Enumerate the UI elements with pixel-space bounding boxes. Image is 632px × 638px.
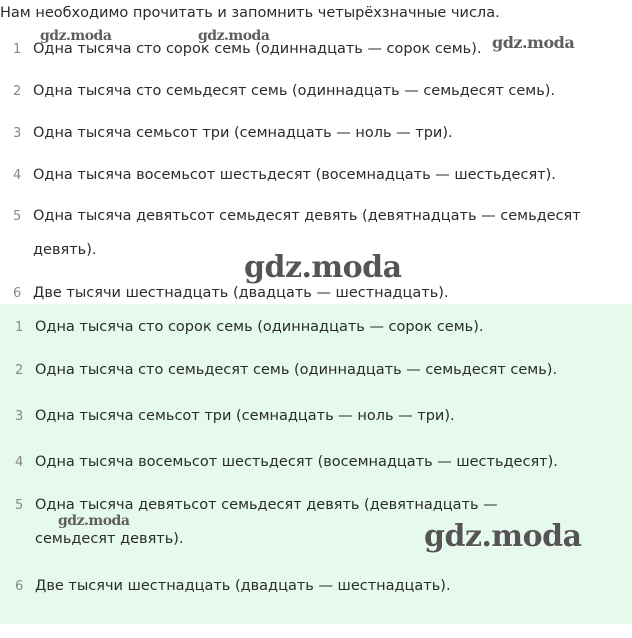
item-number: 3 (15, 409, 24, 424)
watermark: gdz.moda (424, 519, 582, 554)
item-number: 4 (13, 168, 22, 183)
item-text: Одна тысяча семьсот три (семнадцать — ноль — три). (35, 408, 455, 424)
item-number: 6 (13, 286, 22, 301)
intro-text: Нам необходимо прочитать и запомнить четырёхзначные числа. (0, 5, 500, 21)
answer-box (0, 304, 632, 624)
item-text: Одна тысяча восемьсот шестьдесят (восемнадцать — шестьдесят). (35, 454, 558, 470)
item-number: 2 (13, 84, 22, 99)
watermark: gdz.moda (40, 28, 112, 44)
item-number: 6 (15, 579, 24, 594)
item-text: Одна тысяча девятьсот семьдесят девять (девятнадцать — семьдесят девять). (35, 497, 498, 547)
item-text: Две тысячи шестнадцать (двадцать — шестнадцать). (33, 285, 449, 301)
item-text: Две тысячи шестнадцать (двадцать — шестнадцать). (35, 578, 451, 594)
item-number: 1 (13, 42, 22, 57)
item-number: 1 (15, 320, 24, 335)
watermark: gdz.moda (58, 513, 130, 529)
watermark: gdz.moda (492, 33, 575, 52)
item-text: Одна тысяча восемьсот шестьдесят (восемнадцать — шестьдесят). (33, 167, 556, 183)
item-text: Одна тысяча сто семьдесят семь (одиннадцать — семьдесят семь). (33, 83, 556, 99)
watermark: gdz.moda (198, 28, 270, 44)
item-text: Одна тысяча сто сорок семь (одиннадцать — сорок семь). (35, 319, 484, 335)
item-number: 2 (15, 363, 24, 378)
watermark: gdz.moda (244, 250, 402, 285)
item-text: Одна тысяча семьсот три (семнадцать — ноль — три). (33, 125, 453, 141)
item-text: Одна тысяча сто сорок семь (одиннадцать — сорок семь). (33, 41, 482, 57)
item-number: 3 (13, 126, 22, 141)
item-number: 4 (15, 455, 24, 470)
item-number: 5 (15, 498, 24, 513)
item-text: Одна тысяча девятьсот семьдесят девять (девятнадцать — семьдесят девять). (33, 208, 581, 258)
item-number: 5 (13, 209, 22, 224)
item-text: Одна тысяча сто семьдесят семь (одиннадцать — семьдесят семь). (35, 362, 558, 378)
